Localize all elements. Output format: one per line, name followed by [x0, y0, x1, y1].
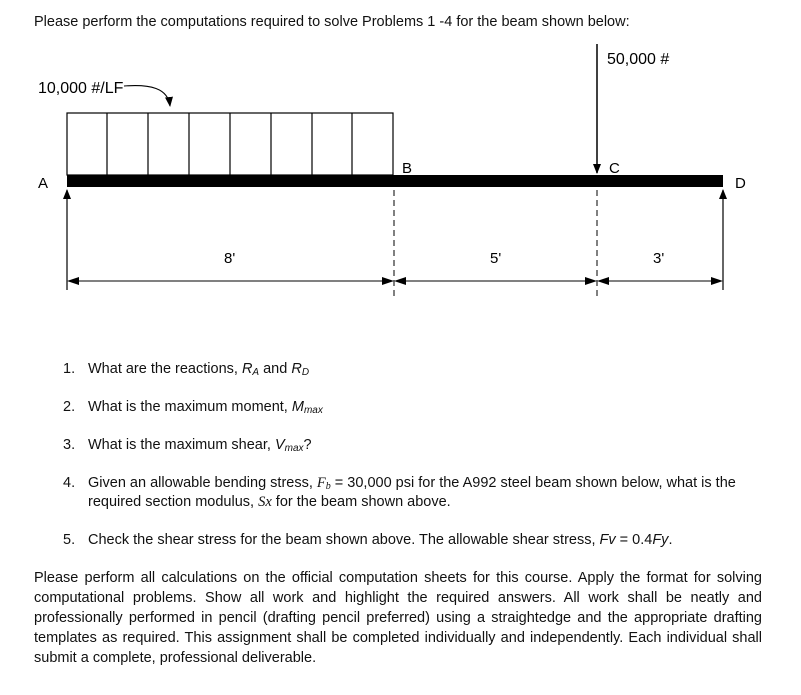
dimension-cd: [597, 277, 723, 285]
math-sx: Sx: [258, 494, 272, 510]
math-sub-d: D: [301, 367, 310, 378]
dimension-bc: [394, 277, 597, 285]
math-m: M: [291, 399, 304, 415]
math-f: F: [316, 475, 326, 491]
point-load-label: 50,000 #: [607, 51, 670, 68]
problem-text: = 0.4: [615, 532, 653, 548]
math-sub-max: max: [303, 405, 323, 416]
math-sub-a: A: [252, 367, 260, 378]
closing-instructions: Please perform all calculations on the official computation sheets for this course. Apply the format for solving computational problems. Show all work and highlight the required answers. All work shall be neatly and professionally performed in pencil (drafting pencil preferred) using a straightedge and the appropriate drafting templates as required. This assignment shall be completed individually and independently. Each individual shall submit a complete, professional deliverable.: [34, 570, 762, 666]
problem-text: Check the shear stress for the beam shown above. The allowable shear stress,: [88, 532, 600, 548]
dimension-label-cd: 3': [653, 250, 665, 267]
problem-number: 2.: [63, 399, 76, 415]
problem-text: and: [259, 361, 292, 377]
math-fv: Fv: [599, 532, 616, 548]
dimension-label-ab: 8': [224, 250, 236, 267]
problem-number: 5.: [63, 532, 76, 548]
distributed-load-leader: [124, 86, 170, 106]
problem-number: 1.: [63, 361, 76, 377]
problem-text: for the beam shown above.: [271, 494, 451, 510]
problem-text: What are the reactions,: [88, 361, 242, 377]
point-label-c: C: [609, 160, 620, 177]
point-label-a: A: [38, 175, 49, 192]
problem-text: Given an allowable bending stress,: [88, 475, 317, 491]
problem-number: 3.: [63, 437, 76, 453]
problem-5: [34, 531, 764, 550]
problem-text: What is the maximum shear,: [88, 437, 275, 453]
problem-4: [34, 474, 764, 512]
problem-text: What is the maximum moment,: [88, 399, 292, 415]
problem-1: [34, 360, 764, 379]
math-r: R: [291, 361, 302, 377]
problem-list: [34, 360, 764, 569]
problem-3: [34, 436, 764, 455]
problem-text: = 30,000 psi for the A992 steel beam shown below, what is the required section modulus,: [88, 475, 736, 510]
problem-2: [34, 398, 764, 417]
dimension-label-bc: 5': [490, 250, 502, 267]
point-label-d: D: [735, 175, 746, 192]
math-sub-b: b: [325, 481, 331, 492]
math-v: V: [274, 437, 285, 453]
problem-text: .: [668, 532, 673, 548]
distributed-load-label: 10,000 #/LF: [38, 80, 124, 97]
distributed-load: [67, 113, 393, 175]
dimension-ab: [67, 277, 394, 285]
beam-diagram: [0, 0, 801, 340]
beam: [67, 175, 723, 187]
problem-number: 4.: [63, 475, 76, 491]
intro-text: Please perform the computations required to solve Problems 1 -4 for the beam shown below:: [34, 14, 630, 30]
problem-text: ?: [303, 437, 312, 453]
math-sub-max: max: [284, 443, 304, 454]
point-label-b: B: [402, 160, 413, 177]
math-r: R: [241, 361, 253, 377]
math-fy: Fy: [652, 532, 669, 548]
